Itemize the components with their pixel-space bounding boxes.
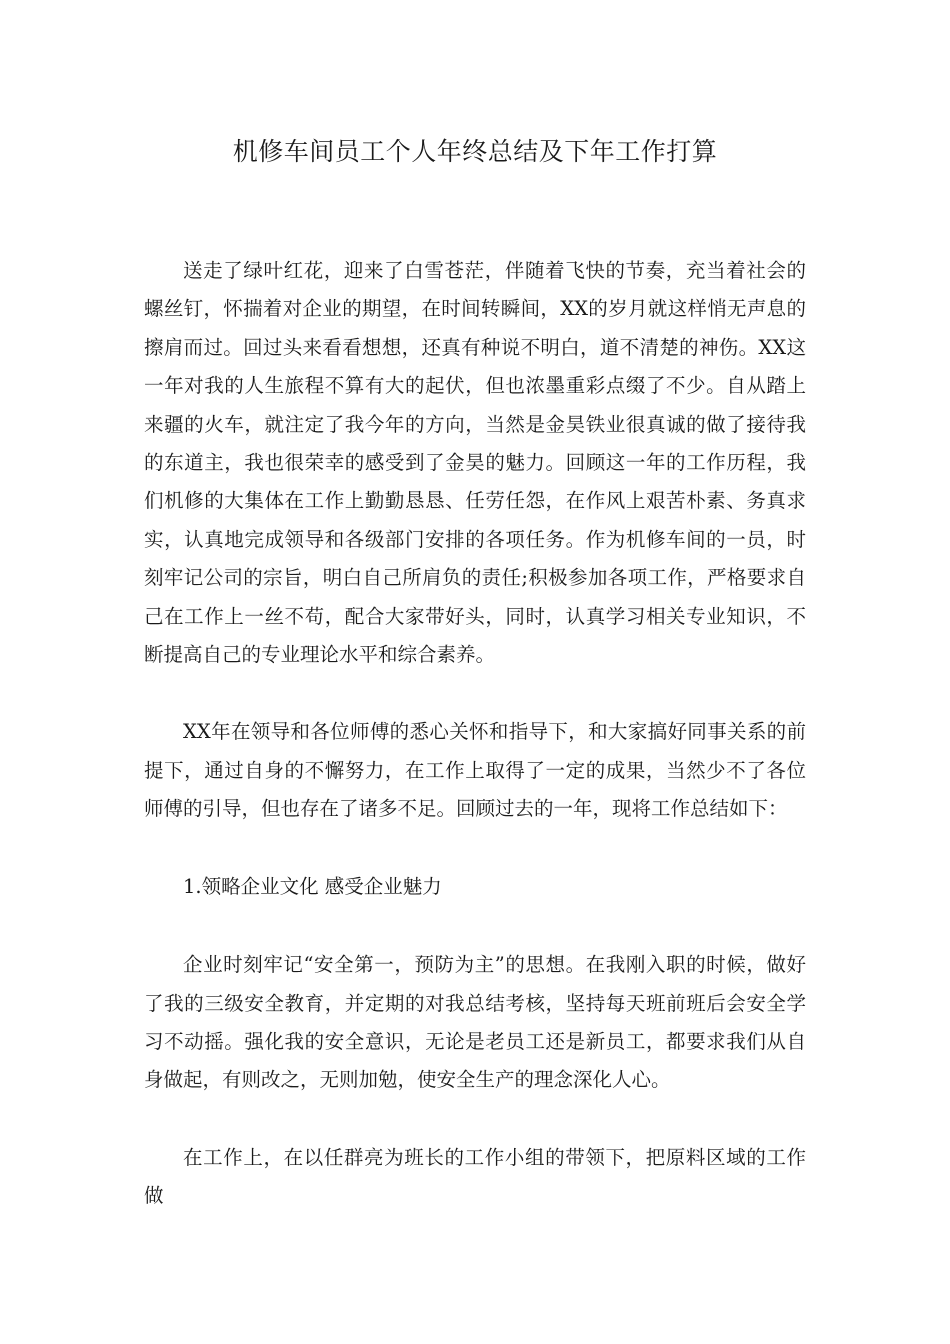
- paragraph-safety: 企业时刻牢记“安全第一，预防为主”的思想。在我刚入职的时候，做好了我的三级安全教育，并定期的对我总结考核，坚持每天班前班后会安全学习不动摇。强化我的安全意识，无论是老员工还是新员工，都要求我们从自身做起，有则改之，无则加勉，使安全生产的理念深化人心。: [144, 953, 806, 1092]
- section-heading: 1.领略企业文化 感受企业魅力: [183, 874, 442, 898]
- paragraph-overview: XX年在领导和各位师傅的悉心关怀和指导下，和大家搞好同事关系的前提下，通过自身的不懈努力，在工作上取得了一定的成果，当然少不了各位师傅的引导，但也存在了诸多不足。回顾过去的一年，现将工作总结如下：: [144, 720, 806, 821]
- paragraph-intro: 送走了绿叶红花，迎来了白雪苍茫，伴随着飞快的节奏，充当着社会的螺丝钉，怀揣着对企业的期望，在时间转瞬间，XX的岁月就这样悄无声息的擦肩而过。回过头来看看想想，还真有种说不明白，道不清楚的神伤。XX这一年对我的人生旅程不算有大的起伏，但也浓墨重彩点缀了不少。自从踏上来疆的火车，就注定了我今年的方向，当然是金昊铁业很真诚的做了接待我的东道主，我也很荣幸的感受到了金昊的魅力。回顾这一年的工作历程，我们机修的大集体在工作上勤勤恳恳、任劳任怨，在作风上艰苦朴素、务真求实，认真地完成领导和各级部门安排的各项任务。作为机修车间的一员，时刻牢记公司的宗旨，明白自己所肩负的责任;积极参加各项工作，严格要求自己在工作上一丝不苟，配合大家带好头，同时，认真学习相关专业知识，不断提高自己的专业理论水平和综合素养。: [144, 259, 806, 667]
- paragraph-work: 在工作上，在以任群亮为班长的工作小组的带领下，把原料区域的工作做: [144, 1145, 806, 1208]
- document-body: [144, 252, 806, 1255]
- document-title: 机修车间员工个人年终总结及下年工作打算: [232, 137, 718, 166]
